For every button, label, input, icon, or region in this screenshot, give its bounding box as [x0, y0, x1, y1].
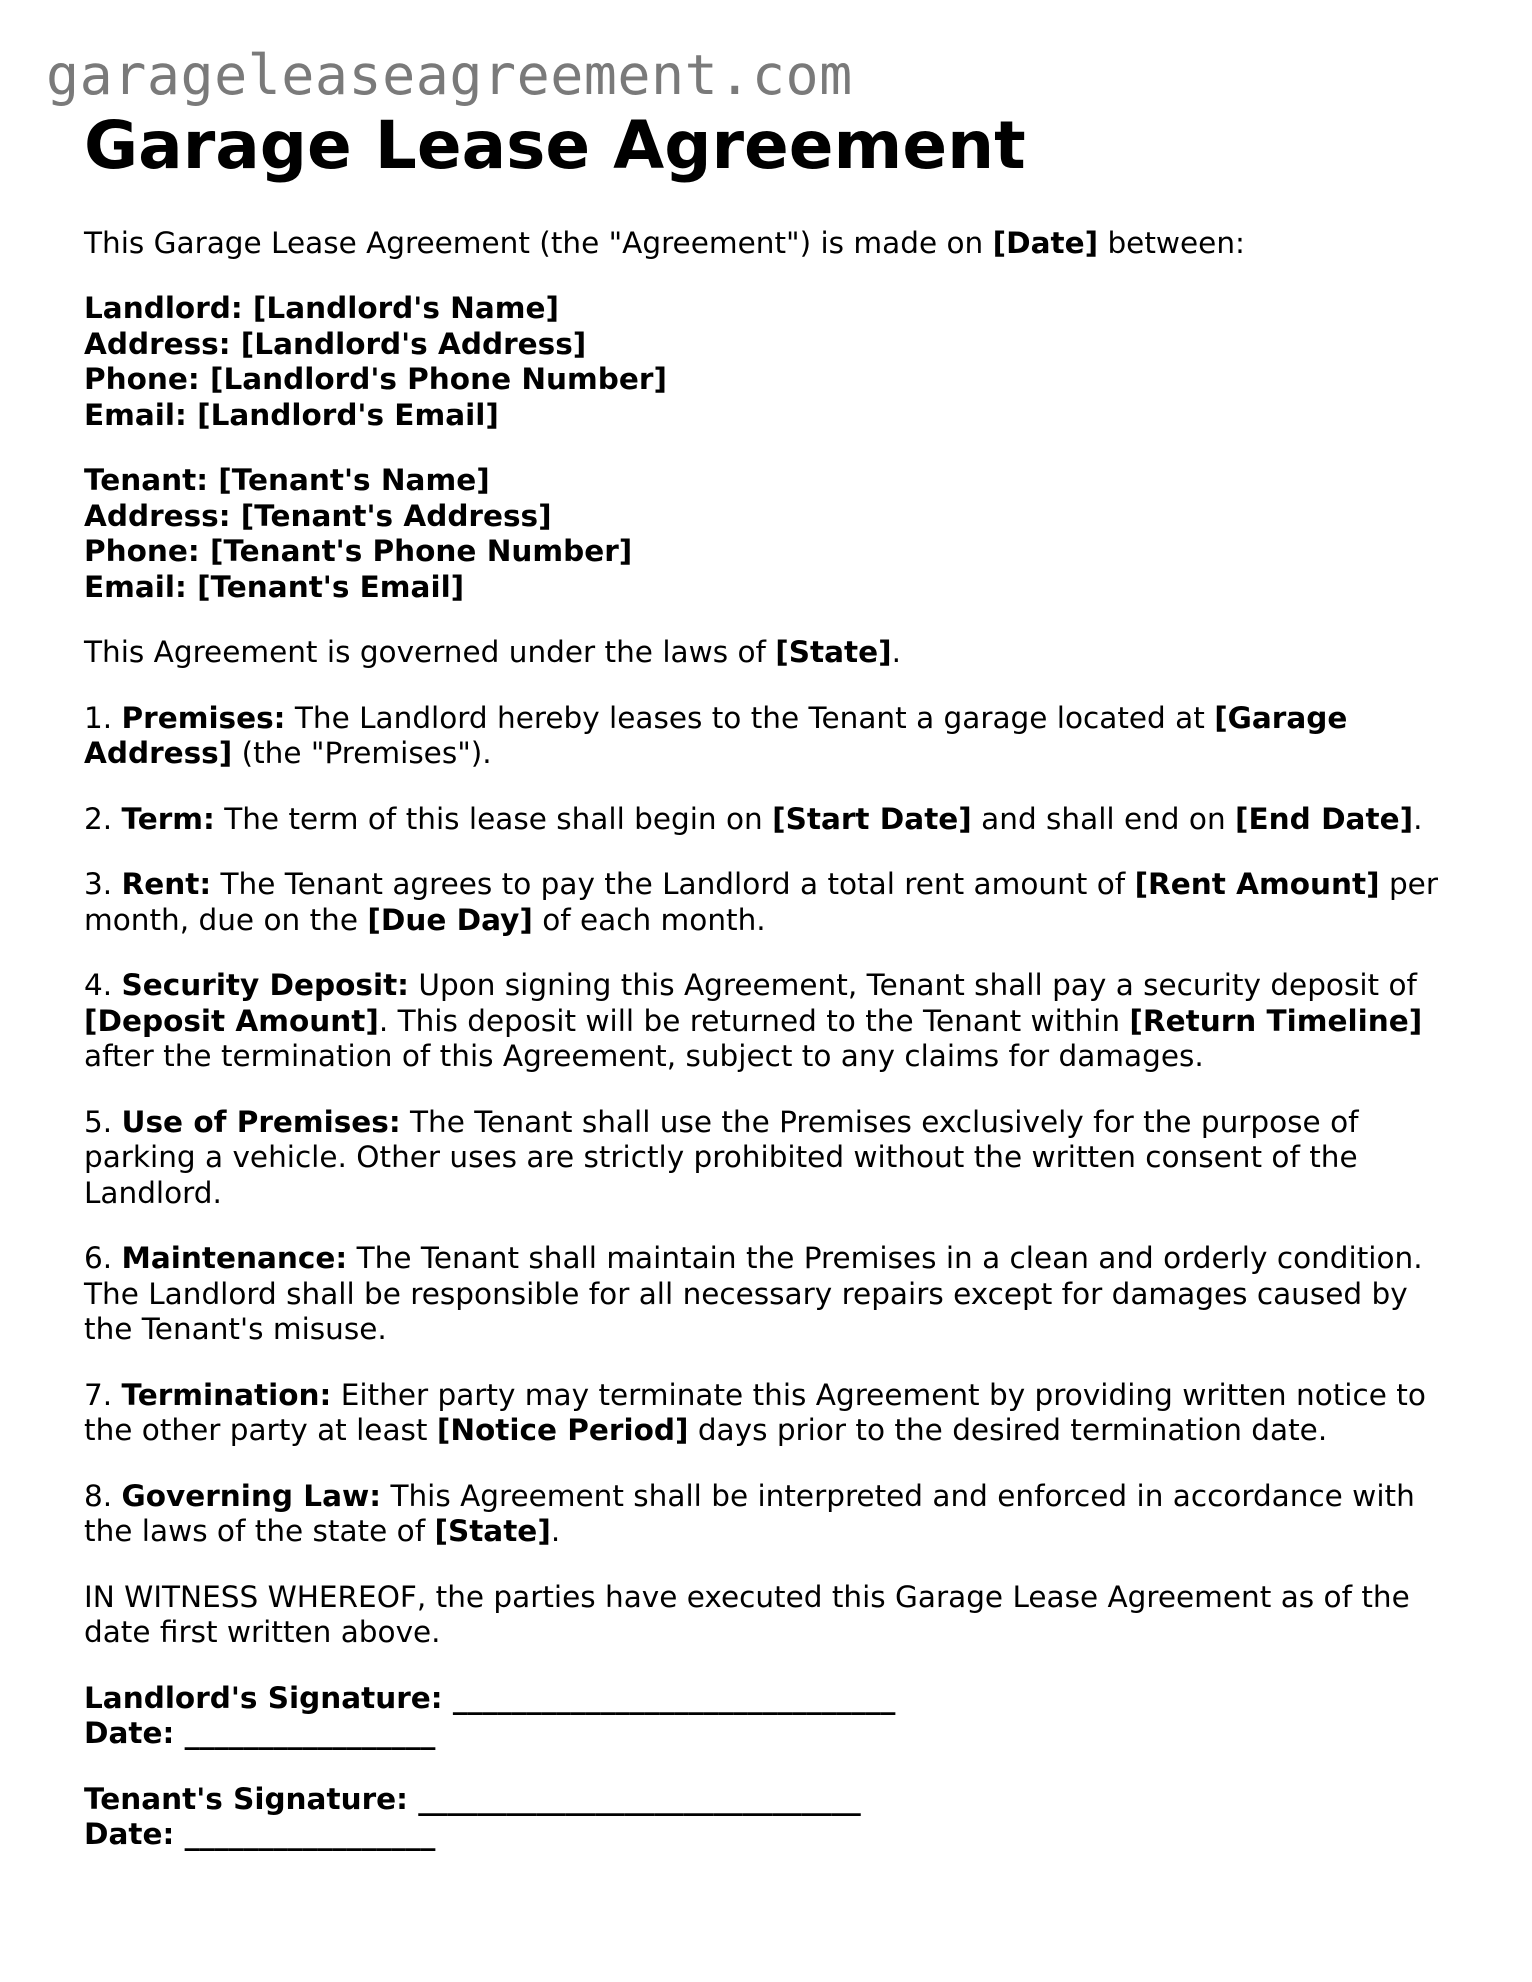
- section-number: 7.: [84, 1377, 122, 1412]
- section-use-of-premises: [84, 1105, 1464, 1212]
- section-number: 6.: [84, 1241, 122, 1276]
- section-governing-law: [84, 1479, 1464, 1550]
- notice-period-placeholder: [Notice Period]: [436, 1413, 689, 1448]
- section-termination: [84, 1378, 1464, 1449]
- section-text: The Tenant shall use the Premises exclusively for the purpose of parking a vehicle. Other uses are strictly prohibited without the written consent of the Landlord.: [84, 1104, 1359, 1210]
- section-security-deposit: [84, 968, 1464, 1075]
- intro-text-end: between:: [1098, 225, 1245, 260]
- landlord-info: [84, 291, 1464, 433]
- tenant-email: Email: [Tenant's Email]: [84, 569, 465, 604]
- intro-text: This Garage Lease Agreement (the "Agreement") is made on: [84, 225, 993, 260]
- section-text: The Landlord hereby leases to the Tenant a garage located at: [285, 700, 1215, 735]
- intro-paragraph: [84, 226, 1464, 262]
- landlord-name: Landlord: [Landlord's Name]: [84, 291, 559, 326]
- tenant-address: Address: [Tenant's Address]: [84, 498, 552, 533]
- section-text: Either party may terminate this Agreement by providing written notice to the other party at least: [84, 1377, 1426, 1448]
- end-date-placeholder: [End Date]: [1235, 801, 1414, 836]
- section-text: The term of this lease shall begin on: [214, 801, 773, 836]
- section-text: .: [1413, 801, 1423, 836]
- section-maintenance: [84, 1241, 1464, 1348]
- section-number: 8.: [84, 1478, 122, 1513]
- tenant-signature-line: Tenant's Signature: ______________________________: [84, 1781, 861, 1816]
- landlord-signature-block: [84, 1681, 1464, 1752]
- section-text: The Tenant agrees to pay the Landlord a total rent amount of: [211, 867, 1135, 902]
- rent-amount-placeholder: [Rent Amount]: [1134, 867, 1380, 902]
- tenant-signature-block: [84, 1782, 1464, 1853]
- tenant-info: [84, 463, 1464, 605]
- section-text: Upon signing this Agreement, Tenant shall pay a security deposit of: [408, 968, 1417, 1003]
- section-title: Rent:: [121, 867, 212, 902]
- governed-paragraph: [84, 635, 1464, 671]
- garage-address-placeholder: [Garage Address]: [84, 700, 1348, 771]
- section-title: Maintenance:: [121, 1241, 348, 1276]
- section-title: Use of Premises:: [121, 1104, 401, 1139]
- document-page: [84, 108, 1464, 1853]
- section-text: .: [550, 1514, 561, 1549]
- landlord-signature-line: Landlord's Signature: ______________________________: [84, 1680, 896, 1715]
- landlord-email: Email: [Landlord's Email]: [84, 397, 499, 432]
- governed-text: This Agreement is governed under the laws of: [84, 635, 776, 670]
- section-title: Governing Law:: [121, 1478, 382, 1513]
- section-text: of each month.: [532, 902, 766, 937]
- landlord-date-line: Date: _________________: [84, 1716, 436, 1751]
- start-date-placeholder: [Start Date]: [772, 801, 972, 836]
- deposit-amount-placeholder: [Deposit Amount]: [84, 1003, 379, 1038]
- section-number: 3.: [84, 867, 122, 902]
- landlord-address: Address: [Landlord's Address]: [84, 326, 587, 361]
- section-title: Term:: [121, 801, 215, 836]
- section-term: [84, 802, 1464, 838]
- section-text: (the "Premises").: [232, 736, 492, 771]
- governed-text-end: .: [891, 635, 902, 670]
- tenant-phone: Phone: [Tenant's Phone Number]: [84, 534, 633, 569]
- section-number: 2.: [84, 801, 122, 836]
- section-text: per month, due on the: [84, 867, 1438, 937]
- state-placeholder: [State]: [434, 1514, 551, 1549]
- landlord-phone: Phone: [Landlord's Phone Number]: [84, 362, 667, 397]
- section-text: The Tenant shall maintain the Premises in a clean and orderly condition. The Landlord shall be responsible for all necessary repairs except for damages caused by the Tenant's misuse.: [84, 1241, 1423, 1347]
- return-timeline-placeholder: [Return Timeline]: [1129, 1003, 1423, 1038]
- section-number: 4.: [84, 968, 122, 1003]
- section-premises: [84, 701, 1464, 772]
- intro-date-placeholder: [Date]: [992, 225, 1099, 260]
- section-title: Security Deposit:: [121, 968, 409, 1003]
- section-title: Premises:: [121, 700, 286, 735]
- governed-state-placeholder: [State]: [775, 635, 892, 670]
- section-text: days prior to the desired termination date.: [688, 1413, 1328, 1448]
- section-number: 5.: [84, 1104, 122, 1139]
- tenant-name: Tenant: [Tenant's Name]: [84, 463, 490, 498]
- witness-paragraph: IN WITNESS WHEREOF, the parties have executed this Garage Lease Agreement as of the date first written above.: [84, 1579, 1410, 1650]
- watermark: garageleaseagreement.com: [46, 43, 853, 107]
- section-rent: [84, 867, 1464, 938]
- section-number: 1.: [84, 700, 122, 735]
- document-title: Garage Lease Agreement: [84, 107, 1026, 184]
- tenant-date-line: Date: _________________: [84, 1817, 436, 1852]
- due-day-placeholder: [Due Day]: [367, 902, 533, 937]
- section-text: and shall end on: [971, 801, 1236, 836]
- section-text: after the termination of this Agreement, subject to any claims for damages.: [84, 1039, 1204, 1074]
- section-text: . This deposit will be returned to the Tenant within: [378, 1003, 1130, 1038]
- section-text: This Agreement shall be interpreted and enforced in accordance with the laws of the state of: [84, 1478, 1415, 1549]
- section-title: Termination:: [121, 1377, 332, 1412]
